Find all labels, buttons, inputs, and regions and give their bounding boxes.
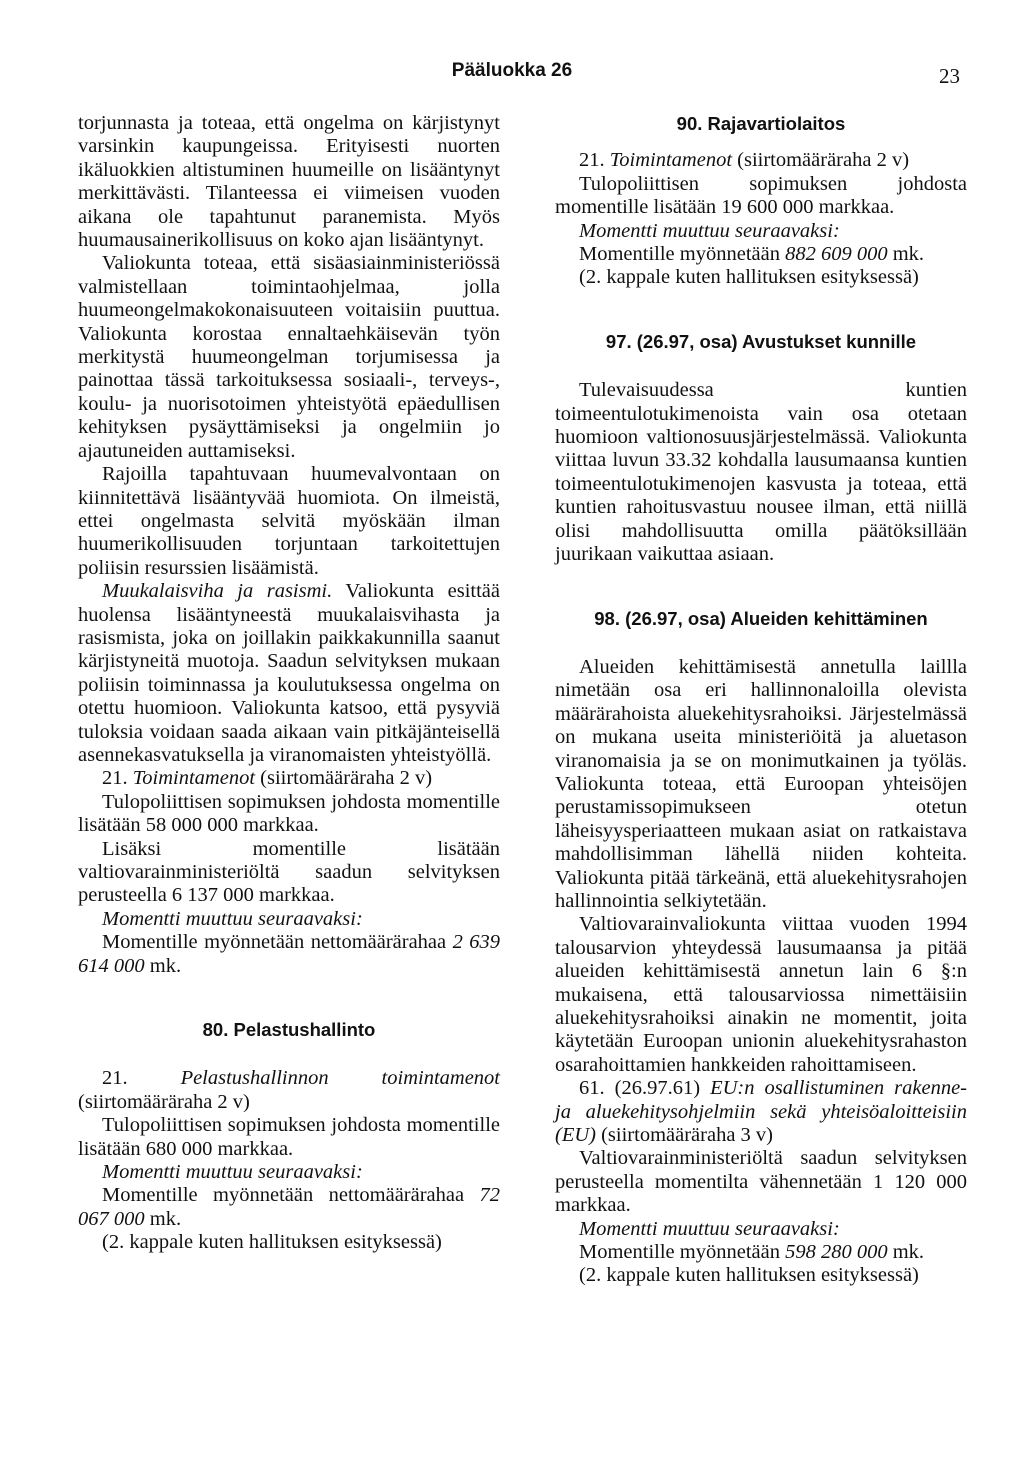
- item-number: 21.: [102, 1067, 181, 1090]
- paragraph: Valtiovarainministeriöltä saadun selvityksen perusteella momentilta vähennetään 1 120 000 markkaa.: [555, 1147, 967, 1217]
- grant-text: Momentille myönnetään nettomäärärahaa: [102, 931, 453, 954]
- change-label: Momentti muuttuu seuraavaksi:: [579, 219, 840, 242]
- grant-unit: mk.: [144, 1207, 182, 1230]
- section-heading-90: 90. Rajavartiolaitos: [676, 113, 846, 134]
- paragraph-text: Valiokunta esittää huolensa lisääntyneestä muukalaisvihasta ja rasismista, joka on joillakin paikkakunnilla saanut kärjistyneitä muotoja. Saadun selvityksen mukaan poliisin toiminnassa ja koulutuksessa ongelma on otettu huomioon. Valiokunta katsoo, että pysyviä tuloksia voidaan saada aikaan vain pitkäjänteisellä asennekasvatuksella ja viranomaisten yhteistyöllä.: [78, 580, 500, 766]
- section-heading-80: 80. Pelastushallinto: [202, 1019, 376, 1041]
- section-heading-98: 98. (26.97, osa) Alueiden kehittäminen: [594, 607, 928, 629]
- paragraph: Rajoilla tapahtuvaan huumevalvontaan on kiinnitettävä lisääntyvää huomiota. On ilmeistä, ettei ongelmasta selvitä myöskään ilman huumerikollisuuden torjuntaan tarkoitettujen poliisin resurssien lisäämistä.: [78, 463, 500, 579]
- item-number: 61. (26.97.61): [579, 1077, 711, 1100]
- grant-line: [555, 1241, 967, 1264]
- item-type: (siirtomääräraha 2 v): [78, 1090, 250, 1113]
- item-type: (siirtomääräraha 3 v): [595, 1124, 773, 1147]
- grant-unit: mk.: [144, 954, 182, 977]
- item-title: Pelastushallinnon toimintamenot: [180, 1067, 500, 1090]
- grant-amount: 2 639 614 000: [78, 931, 500, 977]
- grant-line: [78, 931, 500, 978]
- right-column: [555, 112, 967, 1288]
- item-title: EU:n osallistuminen rakenne- ja aluekehitysohjelmiin sekä yhteisöaloitteisiin (EU): [555, 1077, 967, 1147]
- grant-line: [78, 1184, 500, 1231]
- item-number: 21.: [102, 767, 133, 790]
- running-head: Pääluokka 26: [451, 60, 573, 81]
- budget-item-title: [78, 1067, 500, 1114]
- note: (2. kappale kuten hallituksen esityksessä): [579, 1264, 919, 1287]
- section-heading-97: 97. (26.97, osa) Avustukset kunnille: [605, 330, 917, 352]
- paragraph: Tulopoliittisen sopimuksen johdosta momentille lisätään 680 000 markkaa.: [78, 1114, 500, 1160]
- grant-text: Momentille myönnetään: [579, 1241, 786, 1264]
- item-number: 21.: [579, 149, 610, 172]
- note: (2. kappale kuten hallituksen esityksessä): [102, 1231, 442, 1254]
- change-label: Momentti muuttuu seuraavaksi:: [102, 907, 363, 930]
- item-type: (siirtomääräraha 2 v): [732, 149, 910, 172]
- grant-unit: mk.: [887, 243, 925, 266]
- paragraph: Alueiden kehittämisestä annetulla laillla nimetään osa eri hallinnonaloilla olevista määrärahoista aluekehitysrahoiksi. Järjestelmässä on mukana useita ministeriöitä ja aluetason viranomaisia ja se on monimutkainen ja työläs. Valiokunta toteaa, että Euroopan yhteisöjen perustamissopimukseen otetun läheisyysperiaatteen mukaan asiat on ratkaistava mahdollisimman lähellä niiden kohteita. Valiokunta pitää tärkeänä, että aluekehitysrahojen hallinnointia selkiytetään.: [555, 655, 967, 912]
- page-number: 23: [939, 64, 960, 88]
- item-title: Toimintamenot: [132, 767, 256, 790]
- grant-amount: 598 280 000: [785, 1241, 888, 1264]
- grant-text: Momentille myönnetään nettomäärärahaa: [102, 1184, 480, 1207]
- paragraph: Tulevaisuudessa kuntien toimeentulotukimenoista vain osa otetaan huomioon valtionosuusjärjestelmässä. Valiokunta viittaa luvun 33.32 kohdalla lausumaansa kuntien toimeentulotukimenojen kasvusta ja toteaa, että kuntien rahoitusvastuu nousee ilman, että niillä olisi mahdollisuutta omilla päätöksillään juurikaan vaikuttaa asiaan.: [555, 379, 967, 566]
- item-type: (siirtomääräraha 2 v): [255, 767, 433, 790]
- paragraph: Valiokunta toteaa, että sisäasiainministeriössä valmistellaan toimintaohjelmaa, jolla huumeongelmakokonaisuuteen voitaisiin puuttua. Valiokunta korostaa ennaltaehkäisevän työn merkitystä huumeongelman torjumisessa ja painottaa tässä tarkoituksessa sosiaali-, terveys-, koulu- ja nuorisotoimen yhteistyötä epäedullisen kehityksen pysäyttämiseksi ja ongelmiin jo ajautuneiden auttamiseksi.: [78, 252, 500, 462]
- paragraph: torjunnasta ja toteaa, että ongelma on kärjistynyt varsinkin kaupungeissa. Erityisesti nuorten ikäluokkien altistuminen huumeille on lisääntynyt merkittävästi. Tilanteessa ei viimeisen vuoden aikana ole tapahtunut paranemista. Myös huumausainerikollisuus on koko ajan lisääntynyt.: [78, 112, 500, 252]
- grant-unit: mk.: [887, 1241, 925, 1264]
- grant-amount: 72 067 000: [78, 1184, 500, 1230]
- note: (2. kappale kuten hallituksen esityksessä): [579, 266, 919, 289]
- left-column: [78, 112, 500, 1255]
- paragraph: Tulopoliittisen sopimuksen johdosta momentille lisätään 19 600 000 markkaa.: [555, 172, 967, 219]
- change-label: Momentti muuttuu seuraavaksi:: [102, 1161, 363, 1184]
- budget-item-title: [78, 767, 500, 790]
- budget-item-title: [555, 149, 967, 172]
- item-title: Toimintamenot: [609, 149, 733, 172]
- paragraph: Lisäksi momentille lisätään valtiovarainministeriöltä saadun selvityksen perusteella 6 137 000 markkaa.: [78, 837, 500, 907]
- paragraph: Tulopoliittisen sopimuksen johdosta momentille lisätään 58 000 000 markkaa.: [78, 790, 500, 837]
- paragraph: [78, 580, 500, 767]
- italic-lead: Muukalaisviha ja rasismi.: [102, 580, 333, 603]
- grant-text: Momentille myönnetään: [579, 243, 786, 266]
- paragraph: Valtiovarainvaliokunta viittaa vuoden 1994 talousarvion yhteydessä lausumaansa ja pitää alueiden kehittämisestä annetun lain 6 §:n mukaisena, että talousarviossa nimettäisiin aluekehitysrahoiksi ainakin ne momentit, joita käytetään Euroopan unionin aluekehitysrahaston osarahoittamien hankkeiden rahoittamiseen.: [555, 913, 967, 1076]
- budget-item-title: [555, 1077, 967, 1147]
- grant-amount: 882 609 000: [785, 243, 888, 266]
- grant-line: [555, 243, 967, 266]
- change-label: Momentti muuttuu seuraavaksi:: [579, 1217, 840, 1240]
